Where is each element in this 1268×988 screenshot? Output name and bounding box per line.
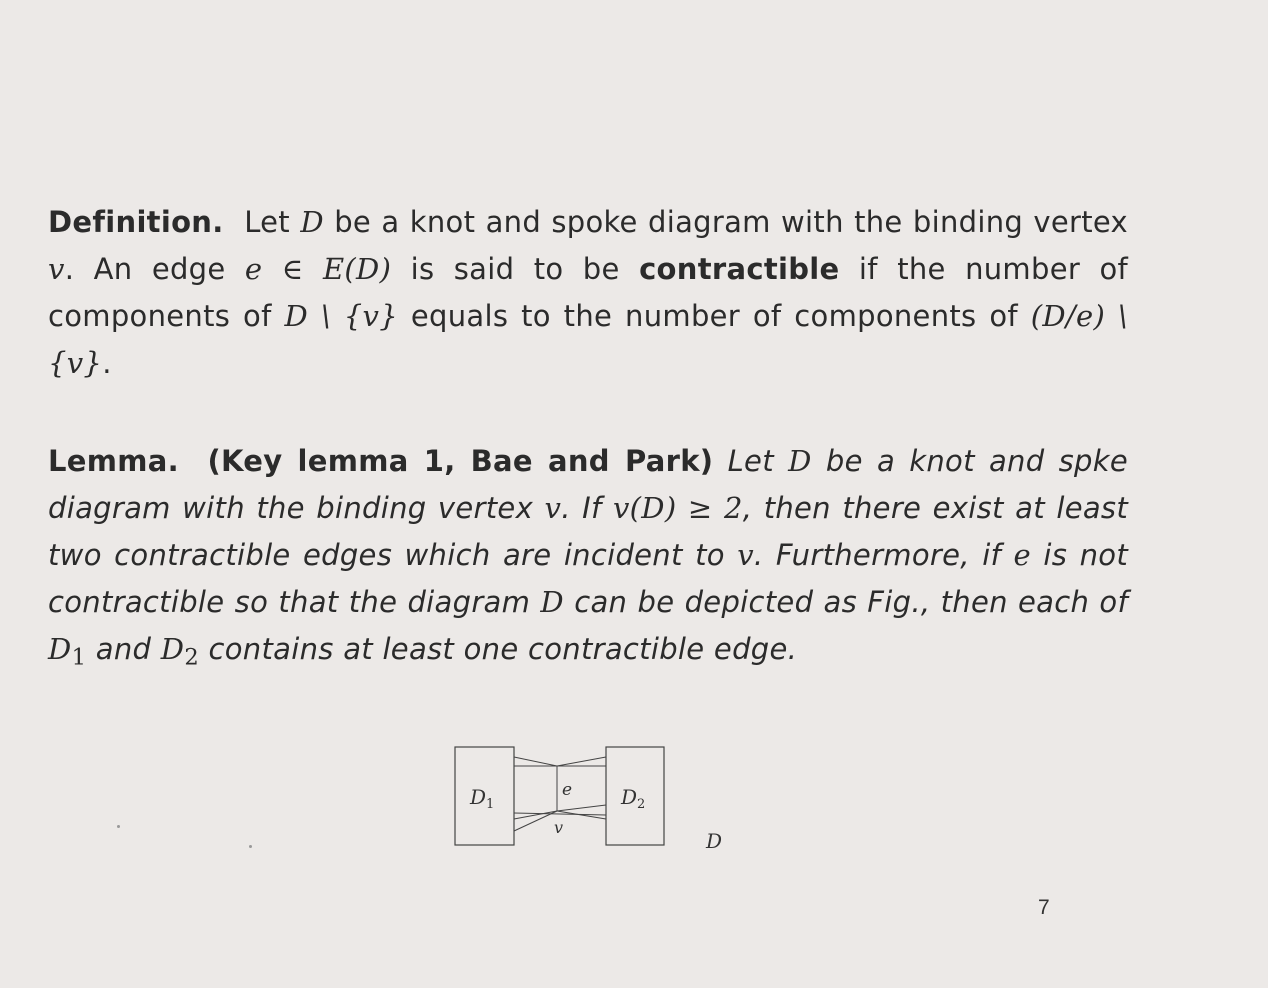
definition-text: . [102, 346, 112, 380]
edge-line [514, 757, 557, 766]
math-expression: (D/e) \ {v} [48, 299, 1128, 380]
lemma-text: be a knot and spke diagram with the binding vertex [48, 444, 1128, 525]
label-diagram-d: D [706, 829, 723, 853]
math-symbol: v [48, 252, 65, 286]
label-vertex-v: v [554, 818, 564, 837]
label-edge-e: e [562, 780, 573, 800]
math-expression: D \ {v} [284, 299, 398, 333]
edge-line [514, 811, 557, 819]
math-symbol: D [300, 205, 324, 239]
label-d1 [469, 785, 494, 812]
page-number: 7 [1038, 896, 1050, 919]
scan-speck [249, 845, 252, 848]
math-base: D [48, 632, 72, 666]
math-symbol: v [544, 491, 562, 525]
defined-term: contractible [639, 252, 840, 286]
lemma-text: . If [561, 491, 613, 525]
lemma-text: can be depicted as Fig., then each of [563, 585, 1128, 619]
label-d2-base: D [621, 785, 638, 809]
definition-text: equals to the number of components of [398, 299, 1031, 333]
definition-text: be a knot and spoke diagram with the binding vertex [323, 205, 1128, 239]
lemma-text: . Furthermore, if [753, 538, 1014, 572]
math-subscript: 2 [184, 644, 199, 671]
math-symbol [160, 632, 199, 671]
definition-paragraph [48, 199, 1128, 387]
lemma-source: (Key lemma 1, Bae and Park) [207, 444, 714, 478]
math-symbol: e [244, 252, 263, 286]
math-symbol: ∈ [262, 252, 323, 286]
lemma-paragraph [48, 438, 1128, 673]
math-symbol: e [1013, 538, 1031, 572]
lemma-text: contains at least one contractible edge. [199, 632, 798, 666]
lemma-text: and [86, 632, 161, 666]
definition-heading: Definition. [48, 205, 224, 239]
definition-text: if the number of components of [48, 252, 1129, 333]
definition-text: Let [244, 205, 301, 239]
lemma-text: is not contractible so that the diagram [48, 538, 1128, 619]
math-expression: E(D) [322, 252, 392, 286]
label-d2-sub: 2 [637, 797, 646, 812]
label-d2 [620, 785, 645, 812]
math-subscript: 1 [71, 644, 87, 671]
lemma-heading: Lemma. [48, 444, 179, 478]
math-symbol: D [788, 444, 812, 478]
definition-text: is said to be [391, 252, 640, 286]
knot-spoke-figure [440, 735, 740, 860]
edge-line [514, 813, 606, 815]
math-symbol: D [540, 585, 564, 619]
lemma-text: , then there exist at least two contractible edges which are incident to [48, 491, 1128, 572]
math-base: D [160, 632, 185, 666]
label-d1-sub: 1 [486, 797, 495, 812]
label-d1-base: D [470, 785, 487, 809]
math-symbol [48, 632, 87, 671]
lemma-text: Let [727, 444, 789, 478]
math-symbol: v [737, 538, 754, 572]
edge-line [557, 757, 606, 766]
math-expression: v(D) ≥ 2 [612, 491, 743, 525]
scan-speck [117, 825, 120, 828]
edge-line [557, 805, 606, 811]
definition-text: . An edge [64, 252, 245, 286]
